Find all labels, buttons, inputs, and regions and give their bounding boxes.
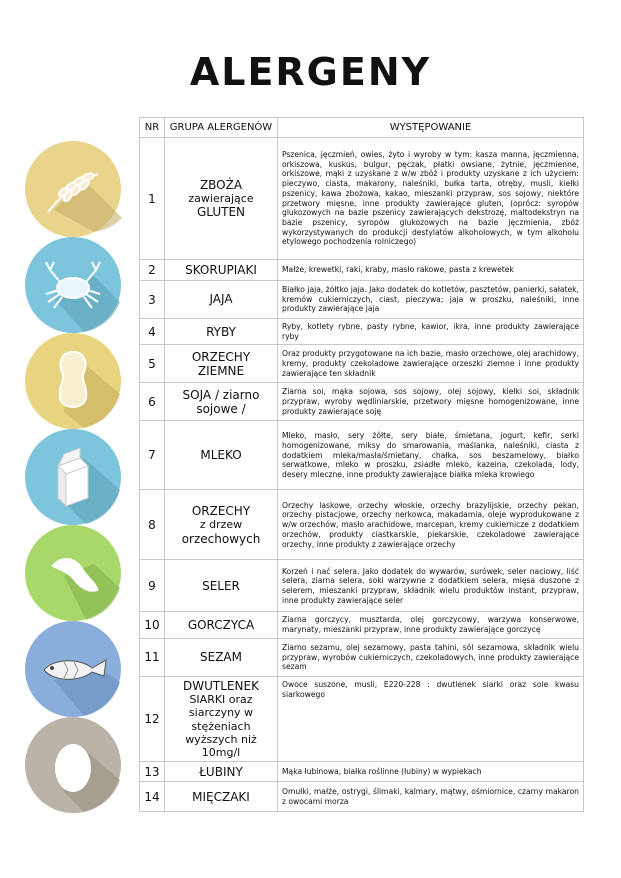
row-number: 7 [140,421,165,490]
header-nr: NR [140,118,165,138]
crab-icon [24,236,122,334]
allergen-group: SKORUPIAKI [165,260,278,281]
allergen-group: ŁUBINY [165,762,278,782]
row-number: 4 [140,319,165,345]
table-row [140,383,584,421]
row-number: 5 [140,345,165,383]
allergen-group: RYBY [165,319,278,345]
table-row [140,560,584,612]
group-sub: z drzew [199,518,243,532]
row-number: 9 [140,560,165,612]
egg-icon [24,716,122,814]
table-row [140,612,584,638]
table-row [140,676,584,761]
row-number: 2 [140,260,165,281]
header-occurrence: WYSTĘPOWANIE [278,118,584,138]
table-row [140,782,584,812]
table-row [140,319,584,345]
table-header-row [140,118,584,138]
soy-pod-icon [24,524,122,622]
table-row [140,260,584,281]
page-title: ALERGENY [189,50,432,94]
allergen-occurrence: Owoce suszone, musli, E220-228 : dwutlenek siarki oraz sole kwasu siarkowego [278,676,584,761]
allergen-occurrence: Korzeń i nać selera. Jako dodatek do wywarów, surówek, seler naciowy, liść selera, ziarna selera, soki warzywne z dodatkiem selera, mięsa duszone z selerem, mieszanki przypraw, składnik wielu produktów instant, przypraw, inne produkty zawierające seler [278,560,584,612]
table-row [140,281,584,319]
allergen-occurrence: Ziarna gorczycy, musztarda, olej gorczycowy, warzywa konserwowe, marynaty, mieszanki przypraw, inne produkty zawierające gorczycę [278,612,584,638]
fish-icon [24,620,122,718]
group-main: ZBOŻA [199,177,243,192]
row-number: 1 [140,138,165,260]
allergen-occurrence: Mąka łubinowa, białka roślinne (łubiny) w wypiekach [278,762,584,782]
peanut-icon [24,332,122,430]
allergen-group [165,676,278,761]
allergen-occurrence: Mleko, masło, sery żółte, sery białe, śmietana, jogurt, kefir, serki homogenizowane, miksy do smarowania, maślanka, naleśniki, ciasta z dodatkiem mleka/masła/śmietany, chałka, sos beszamelowy, białko serwatkowe, mleko w proszku, zsiadłe mleko, kazeina, czekolada, lody, desery mleczne, inne produkty zawierające białka mleka krowiego [278,421,584,490]
row-number: 6 [140,383,165,421]
allergen-occurrence: Ziarno sezamu, olej sezamowy, pasta tahini, sól sezamowa, składnik wielu przypraw, wyrobów cukierniczych, czekoladowych, inne produkty zawierające sezam [278,638,584,676]
table-row [140,490,584,560]
allergen-icons-column [0,0,140,878]
table-row [140,638,584,676]
table-row [140,138,584,260]
allergen-occurrence: Omułki, małże, ostrygi, ślimaki, kalmary, mątwy, ośmiornice, czarny makaron z owocami morza [278,782,584,812]
row-number: 8 [140,490,165,560]
allergen-group: SEZAM [165,638,278,676]
table-row [140,762,584,782]
group-main2: GLUTEN [196,205,246,220]
group-sub: SIARKI oraz siarczyny w stężeniach wyższych niż 10mg/l [185,693,257,760]
row-number: 14 [140,782,165,812]
table-row [140,345,584,383]
allergen-group: GORCZYCA [165,612,278,638]
group-main: DWUTLENEK [183,678,259,693]
allergen-occurrence: Pszenica, jęczmień, owies, żyto i wyroby w tym: kasza manna, jęczmienna, orkiszowa, kuskus, bulgur, pęczak, płatki owsiane, żytnie, jęczmienne, orkiszowe, mąki z uzyskane z w/w zbóż i produkty uzyskane z ich użyciem: pieczywo, ciasta, makarony, naleśniki, bułka tarta, otręby, musli, kiełki pszenicy, kawa zbożowa, kakao, mieszanki przypraw, sos sojowy, niektóre przetwory mięsne, inne produkty zawierające gluten, (oprócz: syropów glukozowych na bazie pszenicy zawierających dekstrozę, maltodekstryn na bazie pszenicy, syropów glukozowych na bazie jęczmienia, zbóż wykorzystywanych do produkcji destylatów alkoholowych, w tym alkoholu etylowego pochodzenia rolniczego) [278,138,584,260]
row-number: 10 [140,612,165,638]
allergen-group: SOJA / ziarno sojowe / [165,383,278,421]
allergen-group: SELER [165,560,278,612]
group-sub: zawierające [188,191,254,205]
group-main2: orzechowych [181,531,261,546]
allergen-group: ORZECHY ZIEMNE [165,345,278,383]
allergen-group: MLEKO [165,421,278,490]
allergen-occurrence: Ryby, kotlety rybne, pasty rybne, kawior, ikra, inne produkty zawierające ryby [278,319,584,345]
allergen-group: MIĘCZAKI [165,782,278,812]
header-group: GRUPA ALERGENÓW [165,118,278,138]
group-main: ORZECHY [191,503,251,518]
allergen-group: JAJA [165,281,278,319]
milk-carton-icon [24,428,122,526]
allergen-occurrence: Małże, krewetki, raki, kraby, masło rakowe, pasta z krewetek [278,260,584,281]
wheat-icon [24,140,122,238]
allergen-group [165,138,278,260]
allergen-occurrence: Orzechy laskowe, orzechy włoskie, orzechy brazylijskie, orzechy pekan, orzechy pistacjowe, orzechy nerkowca, makadamia, oleje wyprodukowane z w/w orzechów, masło arachidowe, marcepan, kremy cukiernicze z dodatkiem orzechów, produkty ciastkarskie, piekarskie, czekoladowe zawierające orzechy, inne produkty z zawierające orzechy [278,490,584,560]
allergen-table [139,117,584,812]
allergen-group [165,490,278,560]
row-number: 12 [140,676,165,761]
allergen-occurrence: Białko jaja, żółtko jaja. Jako dodatek do kotletów, pasztetów, panierki, sałatek, kremów cukierniczych, ciast, pieczywa; jaja w proszku, naleśniki, inne produkty zawierające jaja [278,281,584,319]
allergen-occurrence: Ziarna soi, mąka sojowa, sos sojowy, olej sojowy, kiełki soi, składnik przypraw, wyroby wędliniarskie, przetwory mięsne homogenizowane, inne produkty zawierające soję [278,383,584,421]
row-number: 11 [140,638,165,676]
table-row [140,421,584,490]
allergen-occurrence: Oraz produkty przygotowane na ich bazie, masło orzechowe, olej arachidowy, kremy, produkty czekoladowe zawierające orzeszki ziemne i inne produkty zawierające ten składnik [278,345,584,383]
row-number: 13 [140,762,165,782]
row-number: 3 [140,281,165,319]
